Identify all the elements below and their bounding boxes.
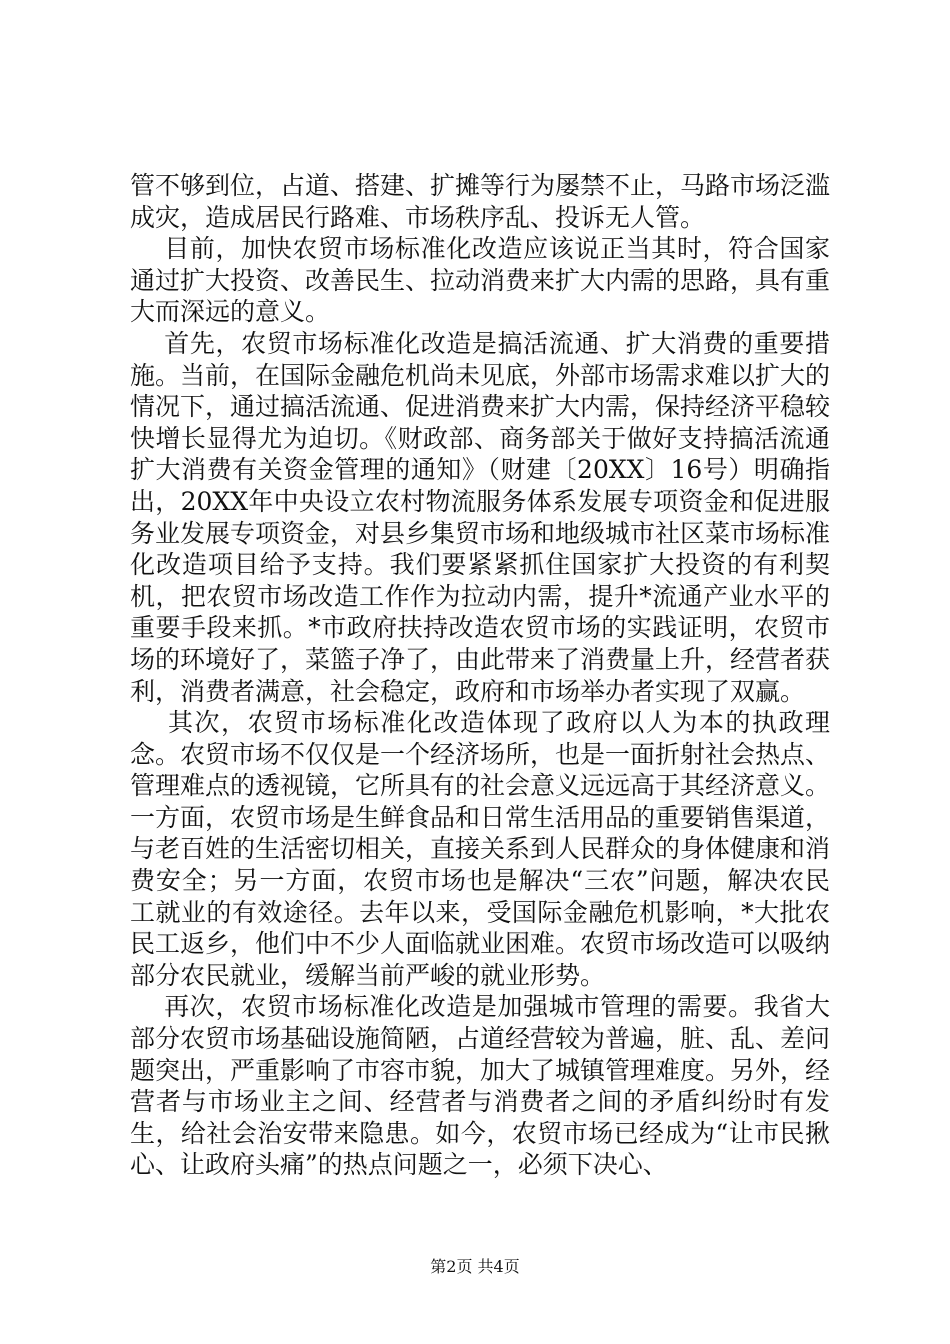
page-number-footer: 第2页 共4页 — [430, 1257, 520, 1276]
paragraph-second-point: 其次，农贸市场标准化改造体现了政府以人为本的执政理念。农贸市场不仅仅是一个经济场所，也是一面折射社会热点、管理难点的透视镜，它所具有的社会意义远远高于其经济意义。一方面，农贸市场是生鲜食品和日常生活用品的重要销售渠道，与老百姓的生活密切相关，直接关系到人民群众的身体健康和消费安全；另一方面，农贸市场也是解决“三农”问题，解决农民工就业的有效途径。去年以来，受国际金融危机影响，*大批农民工返乡，他们中不少人面临就业困难。农贸市场改造可以吸纳部分农民就业，缓解当前严峻的就业形势。 — [130, 708, 831, 990]
document-body — [130, 170, 830, 1181]
paragraph-third-point: 再次，农贸市场标准化改造是加强城市管理的需要。我省大部分农贸市场基础设施简陋，占道经营较为普遍，脏、乱、差问题突出，严重影响了市容市貌，加大了城镇管理难度。另外，经营者与市场业主之间、经营者与消费者之间的矛盾纠纷时有发生，给社会治安带来隐患。如今，农贸市场已经成为“让市民揪心、让政府头痛”的热点问题之一，必须下决心、 — [130, 992, 831, 1180]
paragraph-intro: 目前，加快农贸市场标准化改造应该说正当其时，符合国家通过扩大投资、改善民生、拉动消费来扩大内需的思路，具有重大而深远的意义。 — [130, 234, 831, 327]
paragraph-first-point: 首先，农贸市场标准化改造是搞活流通、扩大消费的重要措施。当前，在国际金融危机尚未见底，外部市场需求难以扩大的情况下，通过搞活流通、促进消费来扩大内需，保持经济平稳较快增长显得尤为迫切。《财政部、商务部关于做好支持搞活流通扩大消费有关资金管理的通知》（财建〔20XX〕16号）明确指出，20XX年中央设立农村物流服务体系发展专项资金和促进服务业发展专项资金，对县乡集贸市场和地级城市社区菜市场标准化改造项目给予支持。我们要紧紧抓住国家扩大投资的有利契机，把农贸市场改造工作作为拉动内需，提升*流通产业水平的重要手段来抓。*市政府扶持改造农贸市场的实践证明，农贸市场的环境好了，菜篮子净了，由此带来了消费量上升，经营者获利，消费者满意，社会稳定，政府和市场举办者实现了双赢。 — [130, 328, 831, 706]
paragraph-continuation: 管不够到位，占道、搭建、扩摊等行为屡禁不止，马路市场泛滥成灾，造成居民行路难、市场秩序乱、投诉无人管。 — [130, 171, 831, 232]
